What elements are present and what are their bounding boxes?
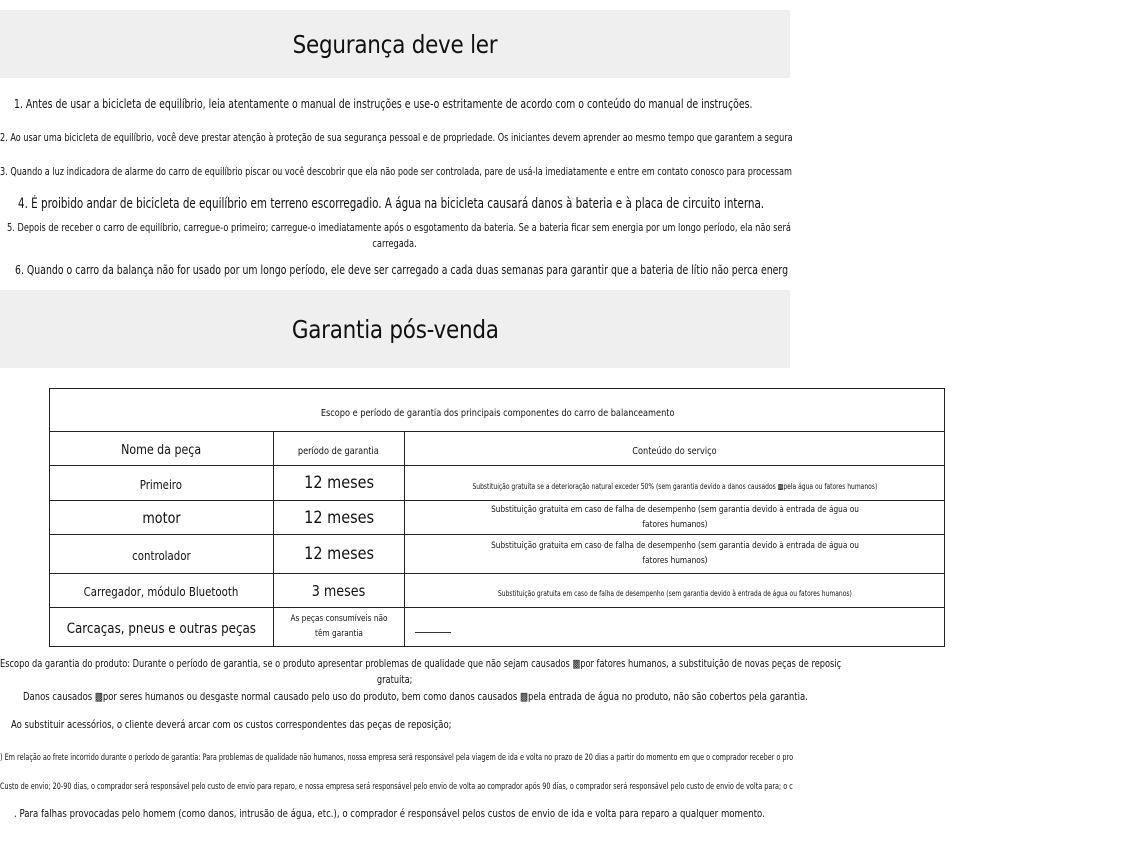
row-period: 3 meses: [273, 574, 404, 608]
note-5: Custo de envio; 20-90 dias, o comprador será responsável pelo custo de envio para reparo, e nossa empresa será responsável pelo envio de volta ao comprador após 90 dias, o comprador será responsável pelo custo de envio de volta para; o c: [0, 782, 793, 792]
row-service: Substituição gratuita em caso de falha de desempenho (sem garantia devido à entrada de água ou fatores humanos): [404, 501, 945, 535]
table-row: [50, 466, 945, 501]
row-service-empty: [404, 608, 945, 647]
safety-item-4: 4. É proibido andar de bicicleta de equilíbrio em terreno escorregadio. A água na bicicleta causará danos à bateria e à placa de circuito interna.: [18, 196, 765, 212]
header-service: Conteúdo do serviço: [404, 432, 945, 466]
note-1-cont: gratuita;: [377, 673, 413, 686]
row-part: Primeiro: [50, 466, 274, 501]
warranty-title: Garantia pós-venda: [291, 314, 499, 344]
safety-item-2: 2. Ao usar uma bicicleta de equilíbrio, você deve prestar atenção à proteção de sua segurança pessoal e de propriedade. Os iniciantes devem aprender ao mesmo tempo que garantem a segura: [0, 131, 793, 144]
header-part: Nome da peça: [50, 432, 274, 466]
row-part: Carregador, módulo Bluetooth: [50, 574, 274, 608]
row-part: motor: [50, 501, 274, 535]
safety-item-6: 6. Quando o carro da balança não for usado por um longo período, ele deve ser carregado a cada duas semanas para garantir que a bateria de lítio não perca energ: [15, 263, 789, 277]
row-period: 12 meses: [273, 535, 404, 574]
note-4: ) Em relação ao frete incorrido durante o período de garantia: Para problemas de qualidade não humanos, nossa empresa será responsável pela viagem de ida e volta no prazo de 20 dias a partir do momento em que o comprador receber o pro: [0, 753, 794, 763]
table-row: [50, 501, 945, 535]
row-part: Carcaças, pneus e outras peças: [50, 608, 274, 647]
safety-header: [0, 10, 790, 78]
row-period: 12 meses: [273, 501, 404, 535]
table-caption: Escopo e período de garantia dos principais componentes do carro de balanceamento: [50, 389, 945, 432]
dash-placeholder: [415, 632, 451, 633]
note-1: Escopo da garantia do produto: Durante o período de garantia, se o produto apresentar problemas de qualidade que não sejam causados ▩por fatores humanos, a substituição de novas peças de reposiç: [0, 657, 842, 670]
header-period: período de garantia: [273, 432, 404, 466]
row-period: 12 meses: [273, 466, 404, 501]
warranty-table: [49, 388, 945, 647]
row-service: Substituição gratuita em caso de falha de desempenho (sem garantia devido à entrada de água ou fatores humanos): [404, 574, 945, 608]
warranty-header: [0, 290, 790, 368]
table-row: [50, 535, 945, 574]
note-3: Ao substituir acessórios, o cliente deverá arcar com os custos correspondentes das peças de reposição;: [11, 718, 452, 731]
table-row: [50, 608, 945, 647]
safety-item-5-cont: carregada.: [372, 237, 418, 250]
note-2: Danos causados ▩por seres humanos ou desgaste normal causado pelo uso do produto, bem como danos causados ▩pela entrada de água no produto, não são cobertos pela garantia.: [23, 690, 808, 703]
safety-item-1: 1. Antes de usar a bicicleta de equilíbrio, leia atentamente o manual de instruções e use-o estritamente de acordo com o conteúdo do manual de instruções.: [14, 97, 753, 111]
table-row: [50, 574, 945, 608]
row-part: controlador: [50, 535, 274, 574]
safety-item-5: 5. Depois de receber o carro de equilíbrio, carregue-o primeiro; carregue-o imediatamente após o esgotamento da bateria. Se a bateria ficar sem energia por um longo período, ela não será: [7, 221, 791, 234]
row-service: Substituição gratuita em caso de falha de desempenho (sem garantia devido à entrada de água ou fatores humanos): [404, 535, 945, 574]
safety-item-3: 3. Quando a luz indicadora de alarme do carro de equilíbrio piscar ou você descobrir que ela não pode ser controlada, pare de usá-la imediatamente e entre em contato conosco para processam: [0, 165, 792, 178]
safety-title: Segurança deve ler: [292, 29, 498, 59]
row-service: Substituição gratuita se a deterioração natural exceder 50% (sem garantia devido a danos causados ▩pela água ou fatores humanos): [404, 466, 945, 501]
note-6: . Para falhas provocadas pelo homem (como danos, intrusão de água, etc.), o comprador é responsável pelos custos de envio de ida e volta para reparo a qualquer momento.: [14, 807, 765, 820]
table-header-row: [50, 432, 945, 466]
row-period: As peças consumíveis não têm garantia: [273, 608, 404, 647]
